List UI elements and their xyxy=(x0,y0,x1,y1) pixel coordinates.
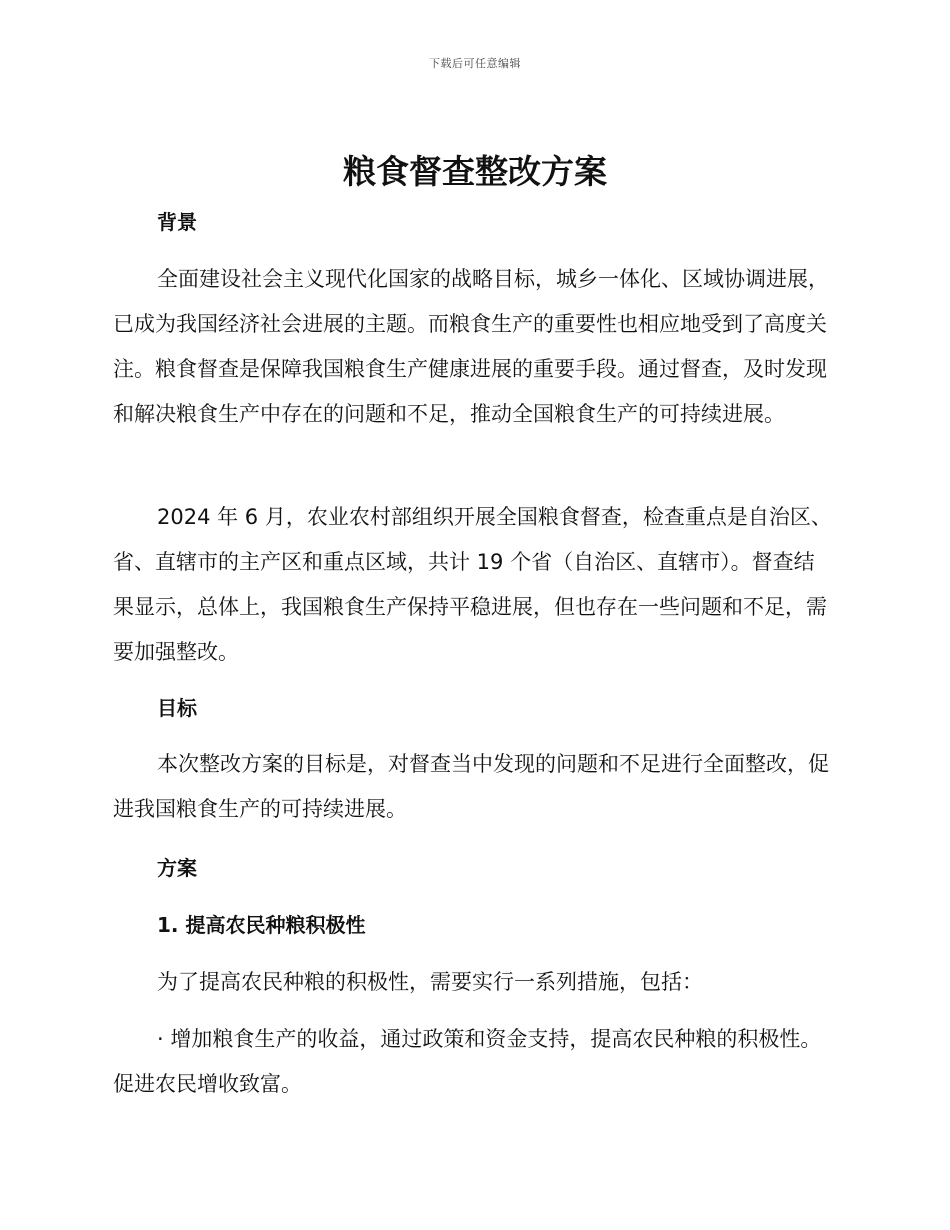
document-title: 粮食督查整改方案 xyxy=(343,152,607,191)
header-note: 下载后可任意编辑 xyxy=(429,57,521,70)
bullet-item-1: · 增加粮食生产的收益，通过政策和资金支持，提高农民种粮的积极性。促进农民增收致富。 xyxy=(113,1027,822,1096)
paragraph-goal-1: 本次整改方案的目标是，对督查当中发现的问题和不足进行全面整改，促进我国粮食生产的可持续进展。 xyxy=(113,752,829,821)
heading-plan: 方案 xyxy=(157,856,197,880)
subheading-plan-1: 1. 提高农民种粮积极性 xyxy=(157,913,366,937)
heading-goal: 目标 xyxy=(157,696,197,720)
heading-background: 背景 xyxy=(157,210,197,234)
paragraph-plan-intro: 为了提高农民种粮的积极性，需要实行一系列措施，包括： xyxy=(157,970,703,994)
paragraph-background-1: 全面建设社会主义现代化国家的战略目标，城乡一体化、区域协调进展，已成为我国经济社会进展的主题。而粮食生产的重要性也相应地受到了高度关注。粮食督查是保障我国粮食生产健康进展的重要手段。通过督查，及时发现和解决粮食生产中存在的问题和不足，推动全国粮食生产的可持续进展。 xyxy=(113,267,829,426)
paragraph-background-2: 2024 年 6 月，农业农村部组织开展全国粮食督查，检查重点是自治区、省、直辖市的主产区和重点区域，共计 19 个省（自治区、直辖市）。督查结果显示，总体上，我国粮食生产保持平稳进展，但也存在一些问题和不足，需要加强整改。 xyxy=(113,505,832,664)
